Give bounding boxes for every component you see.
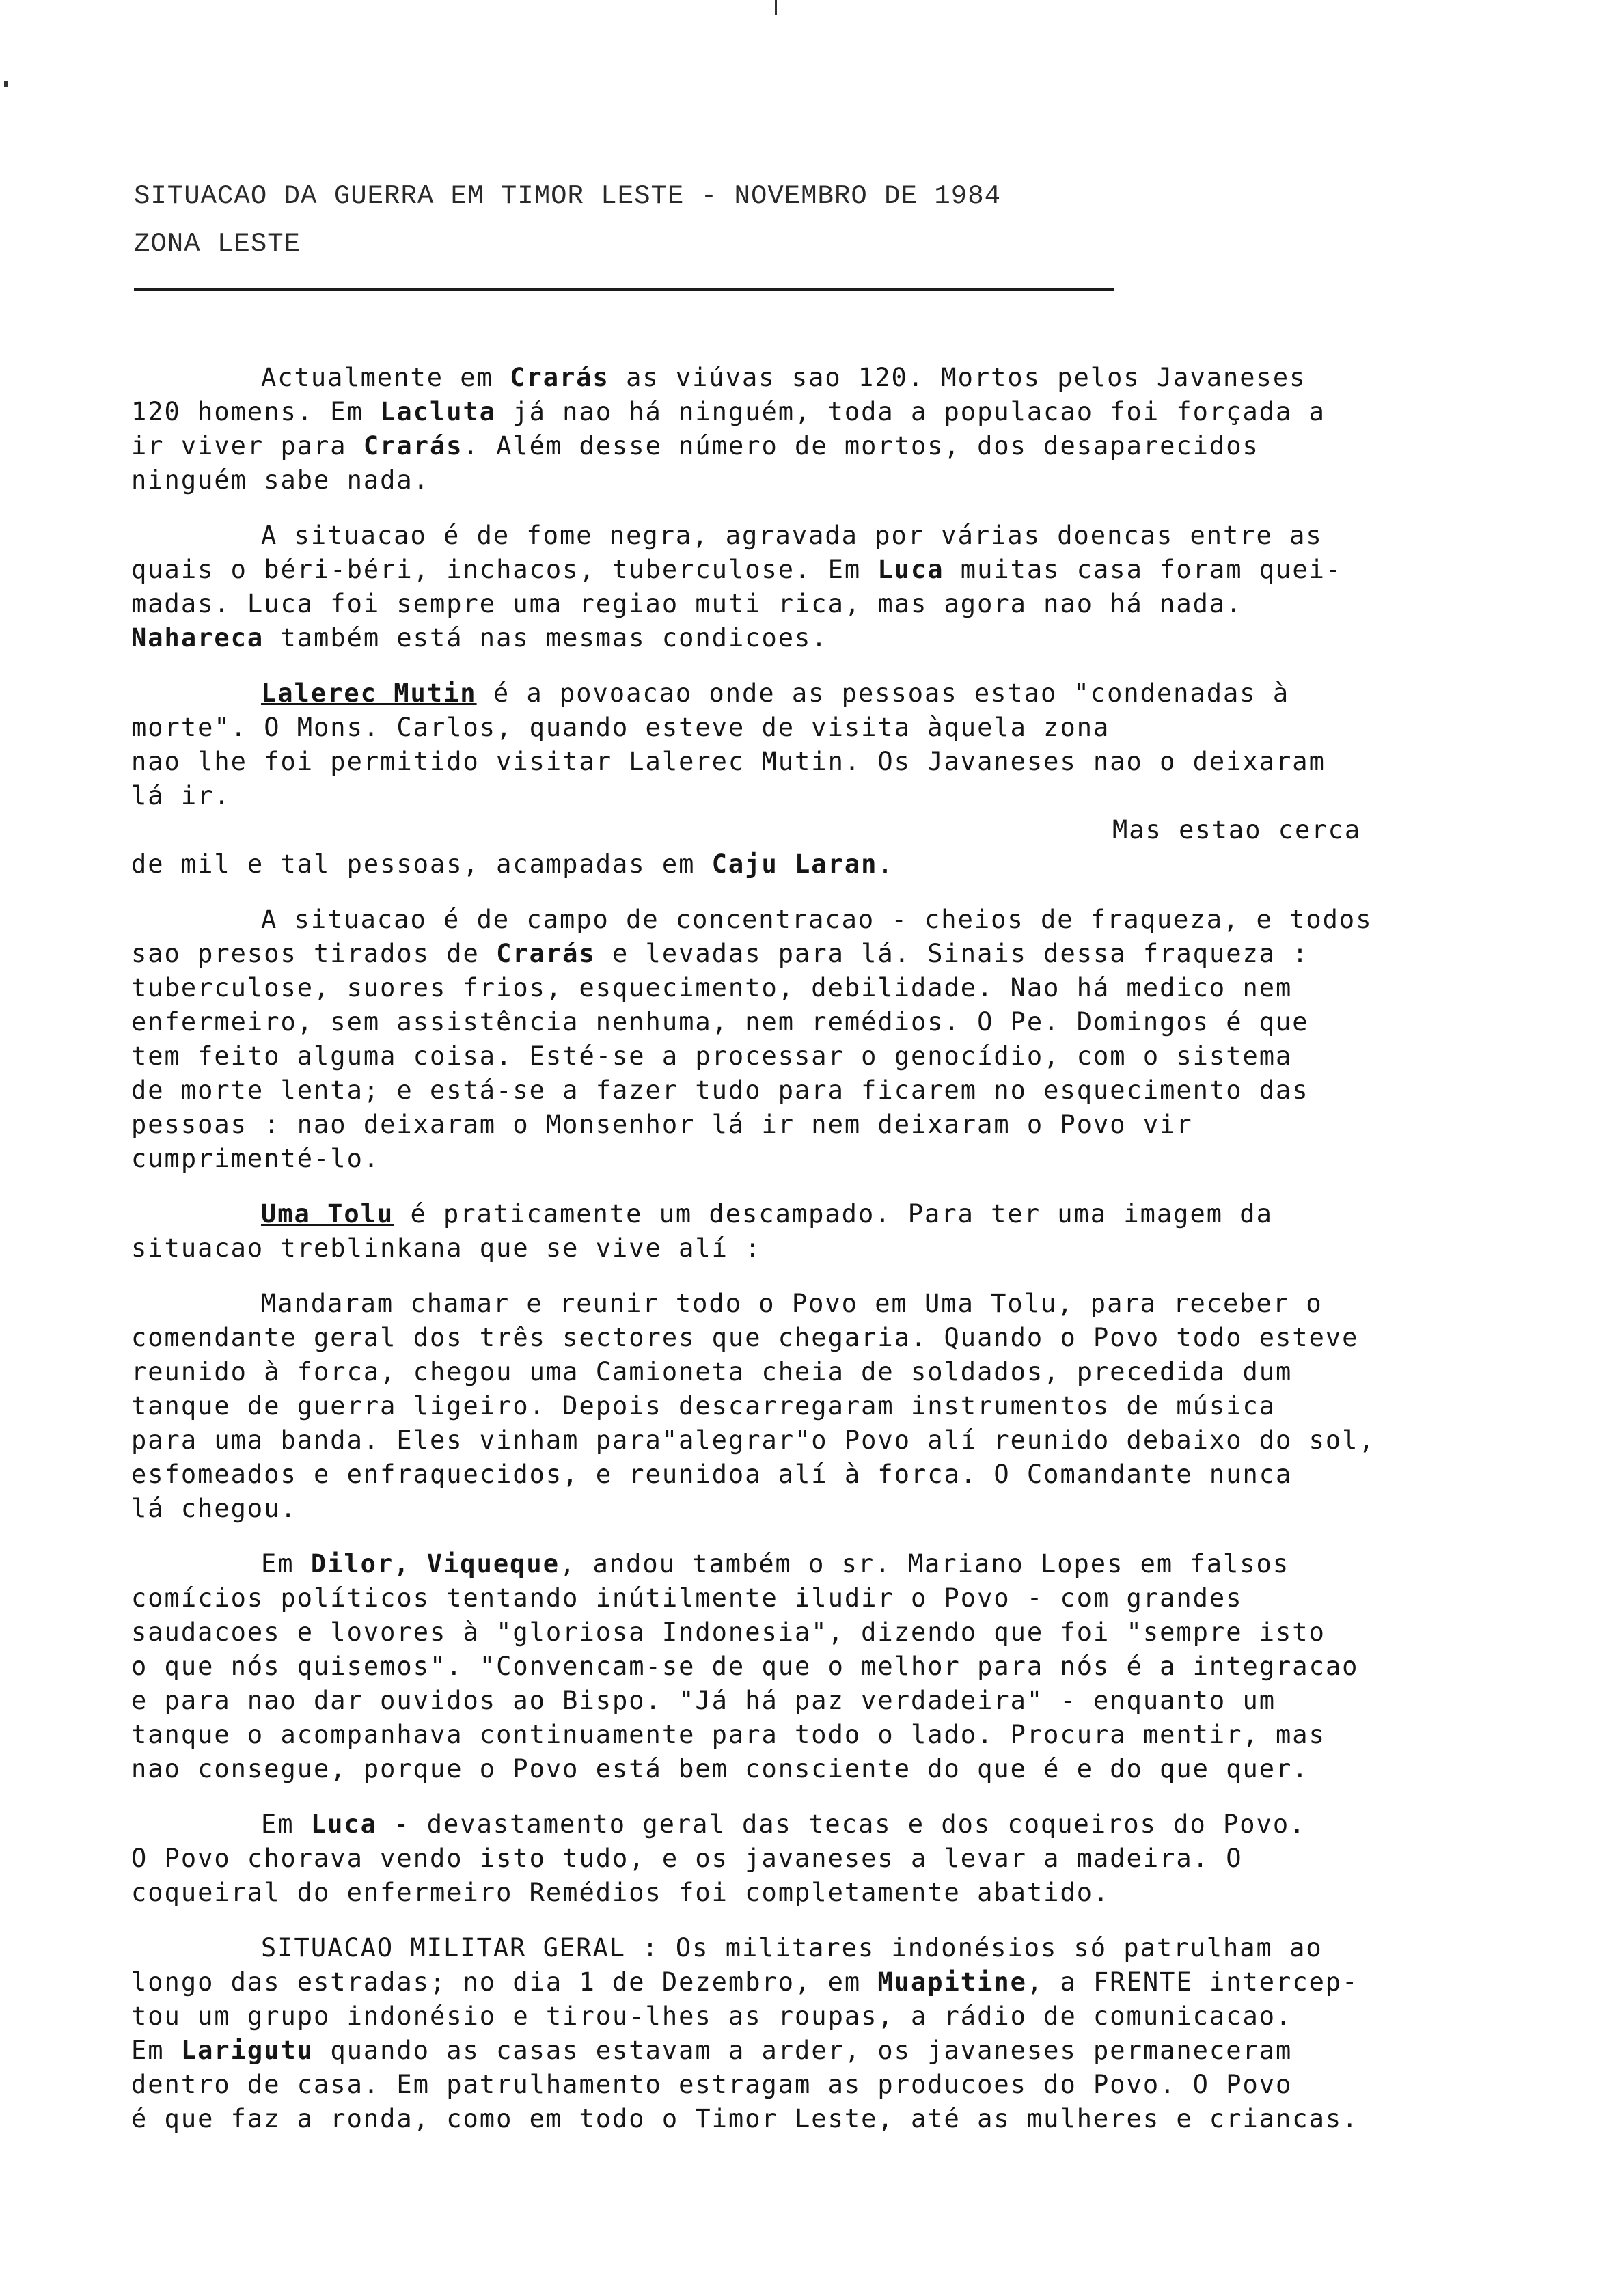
text-line [131,1650,1539,1684]
text-run: Mandaram chamar e reunir todo o Povo em Uma Tolu, para receber o [261,1289,1323,1318]
text-line [131,429,1539,463]
text-run: para uma banda. Eles vinham para"alegrar"o Povo alí reunido debaixo do sol, [131,1425,1375,1455]
document-header [134,172,1001,268]
text-line [131,1197,1539,1231]
text-line [131,2102,1539,2136]
text-line [131,1752,1539,1786]
text-line [131,1842,1539,1876]
text-run: quais o béri-béri, inchacos, tuberculose. Em [131,555,878,584]
text-run: ninguém sabe nada. [131,465,430,495]
text-run: sao presos tirados de [131,939,497,968]
text-line [131,711,1539,745]
document-subtitle: ZONA LESTE [134,229,301,259]
text-line [131,937,1539,971]
text-line [131,1074,1539,1108]
text-run: de mil e tal pessoas, acampadas em [131,849,712,879]
text-run: esfomeados e enfraquecidos, e reunidoa alí à forca. O Comandante nunca [131,1460,1293,1489]
text-line [131,779,1539,813]
text-line [131,1355,1539,1389]
text-line [131,395,1539,429]
text-run: SITUACAO MILITAR GERAL : Os militares indonésios só patrulham ao [261,1933,1323,1963]
text-run: . Além desse número de mortos, dos desaparecidos [463,431,1259,461]
text-run: lá ir. [131,781,231,810]
text-run: é praticamente um descampado. Para ter uma imagem da [394,1199,1273,1229]
text-line [131,1684,1539,1718]
place-name: Dilor, Viqueque [310,1549,560,1578]
text-line [131,1807,1539,1842]
text-run: Em [261,1549,311,1578]
text-line [131,745,1539,779]
text-line [131,1965,1539,1999]
text-line [131,519,1539,553]
text-line [131,1492,1539,1526]
text-run: comícios políticos tentando inútilmente iludir o Povo - com grandes [131,1583,1243,1613]
text-run: dentro de casa. Em patrulhamento estragam as producoes do Povo. O Povo [131,2070,1293,2099]
text-line [131,1581,1539,1615]
place-name: Muapitine [877,1967,1027,1997]
text-line [131,2068,1539,2102]
text-run: tanque o acompanhava continuamente para todo o lado. Procura mentir, mas [131,1720,1326,1749]
text-run: Em [261,1809,311,1839]
text-run: quando as casas estavam a arder, os javaneses permaneceram [314,2036,1293,2065]
paragraph [131,1287,1539,1526]
text-line [131,2034,1539,2068]
text-line [131,361,1539,395]
text-line [131,1458,1539,1492]
place-name: Nahareca [131,623,264,653]
text-run: pessoas : nao deixaram o Monsenhor lá ir nem deixaram o Povo vir [131,1110,1193,1139]
text-run: ir viver para [131,431,364,461]
text-run: . [877,849,894,879]
text-run: - devastamento geral das tecas e dos coqueiros do Povo. [376,1809,1306,1839]
text-run: nao lhe foi permitido visitar Lalerec Mutin. Os Javaneses nao o deixaram [131,747,1326,776]
text-line [131,587,1539,621]
text-run: é que faz a ronda, como em todo o Timor Leste, até as mulheres e criancas. [131,2104,1359,2133]
text-run: muitas casa foram quei- [944,555,1343,584]
text-run: 120 homens. Em [131,397,381,426]
text-line [131,903,1539,937]
text-run: A situacao é de campo de concentracao - cheios de fraqueza, e todos [261,905,1373,934]
text-run: , a FRENTE intercep- [1026,1967,1359,1997]
text-run: e para nao dar ouvidos ao Bispo. "Já há paz verdadeira" - enquanto um [131,1686,1276,1715]
text-run: tem feito alguma coisa. Esté-se a processar o genocídio, com o sistema [131,1041,1293,1071]
text-line [131,463,1539,497]
paragraph [131,519,1539,655]
place-name: Crarás [496,939,596,968]
text-run: saudacoes e lovores à "gloriosa Indonesia", dizendo que foi "sempre isto [131,1617,1326,1647]
place-name: Crarás [363,431,463,461]
place-name: Crarás [510,363,609,392]
text-run: cumprimenté-lo. [131,1144,381,1173]
text-line [131,1108,1539,1142]
place-name: Caju Laran [711,849,878,879]
text-run: madas. Luca foi sempre uma regiao muti rica, mas agora nao há nada. [131,589,1243,618]
place-name: Lacluta [380,397,497,426]
text-run: lá chegou. [131,1494,297,1523]
text-line [131,1547,1539,1581]
text-run: longo das estradas; no dia 1 de Dezembro, em [131,1967,878,1997]
header-rule [134,288,1114,291]
text-run: nao consegue, porque o Povo está bem consciente do que é e do que quer. [131,1754,1309,1784]
paragraph [131,1807,1539,1910]
text-run: reunido à forca, chegou uma Camioneta cheia de soldados, precedida dum [131,1357,1293,1386]
text-line [131,1718,1539,1752]
text-line [131,1231,1539,1266]
text-line [131,813,1539,847]
text-line [131,847,1539,882]
text-line [131,676,1539,711]
text-run: morte". O Mons. Carlos, quando esteve de visita àquela zona [131,713,1110,742]
text-line [131,1389,1539,1423]
paragraph [131,676,1539,882]
text-line [131,971,1539,1005]
scan-speck [4,81,8,87]
text-line [131,1931,1539,1965]
text-line [131,1615,1539,1650]
text-run: comendante geral dos três sectores que chegaria. Quando o Povo todo esteve [131,1323,1359,1352]
text-run: também está nas mesmas condicoes. [264,623,828,653]
text-line [131,1039,1539,1074]
text-run: e levadas para lá. Sinais dessa fraqueza : [595,939,1309,968]
paragraph [131,903,1539,1176]
text-line [131,553,1539,587]
place-name: Uma Tolu [261,1199,394,1229]
text-line [131,1142,1539,1176]
text-run: Em [131,2036,181,2065]
place-name: Larigutu [180,2036,314,2065]
text-run: , andou também o sr. Mariano Lopes em falsos [559,1549,1290,1578]
text-run: Actualmente em [261,363,510,392]
place-name: Lalerec Mutin [261,679,477,708]
text-run: é a povoacao onde as pessoas estao "condenadas à [476,679,1290,708]
text-run: tou um grupo indonésio e tirou-lhes as roupas, a rádio de comunicacao. [131,2001,1293,2031]
text-run: o que nós quisemos". "Convencam-se de que o melhor para nós é a integracao [131,1652,1359,1681]
document-body [131,361,1539,2157]
paragraph [131,361,1539,497]
text-line [131,1423,1539,1458]
text-run: tuberculose, suores frios, esquecimento, debilidade. Nao há medico nem [131,973,1293,1002]
text-run: O Povo chorava vendo isto tudo, e os javaneses a levar a madeira. O [131,1844,1243,1873]
paragraph [131,1197,1539,1266]
paragraph [131,1547,1539,1786]
text-line [131,1876,1539,1910]
text-run: enfermeiro, sem assistência nenhuma, nem remédios. O Pe. Domingos é que [131,1007,1309,1037]
place-name: Luca [877,555,944,584]
text-line [131,1005,1539,1039]
text-run: coqueiral do enfermeiro Remédios foi completamente abatido. [131,1878,1110,1907]
paragraph [131,1931,1539,2136]
text-line [131,1999,1539,2034]
scan-speck [775,0,777,15]
text-run: A situacao é de fome negra, agravada por várias doencas entre as [261,521,1323,550]
text-run: de morte lenta; e está-se a fazer tudo para ficarem no esquecimento das [131,1076,1309,1105]
text-run: Mas estao cerca [1112,815,1362,845]
text-run: as viúvas sao 120. Mortos pelos Javaneses [609,363,1306,392]
text-run: já nao há ninguém, toda a populacao foi forçada a [496,397,1326,426]
document-title: SITUACAO DA GUERRA EM TIMOR LESTE - NOVEMBRO DE 1984 [134,181,1001,211]
text-line [131,1321,1539,1355]
text-line [131,621,1539,655]
text-run: situacao treblinkana que se vive alí : [131,1233,762,1263]
place-name: Luca [310,1809,377,1839]
text-line [131,1287,1539,1321]
text-run: tanque de guerra ligeiro. Depois descarregaram instrumentos de música [131,1391,1276,1421]
